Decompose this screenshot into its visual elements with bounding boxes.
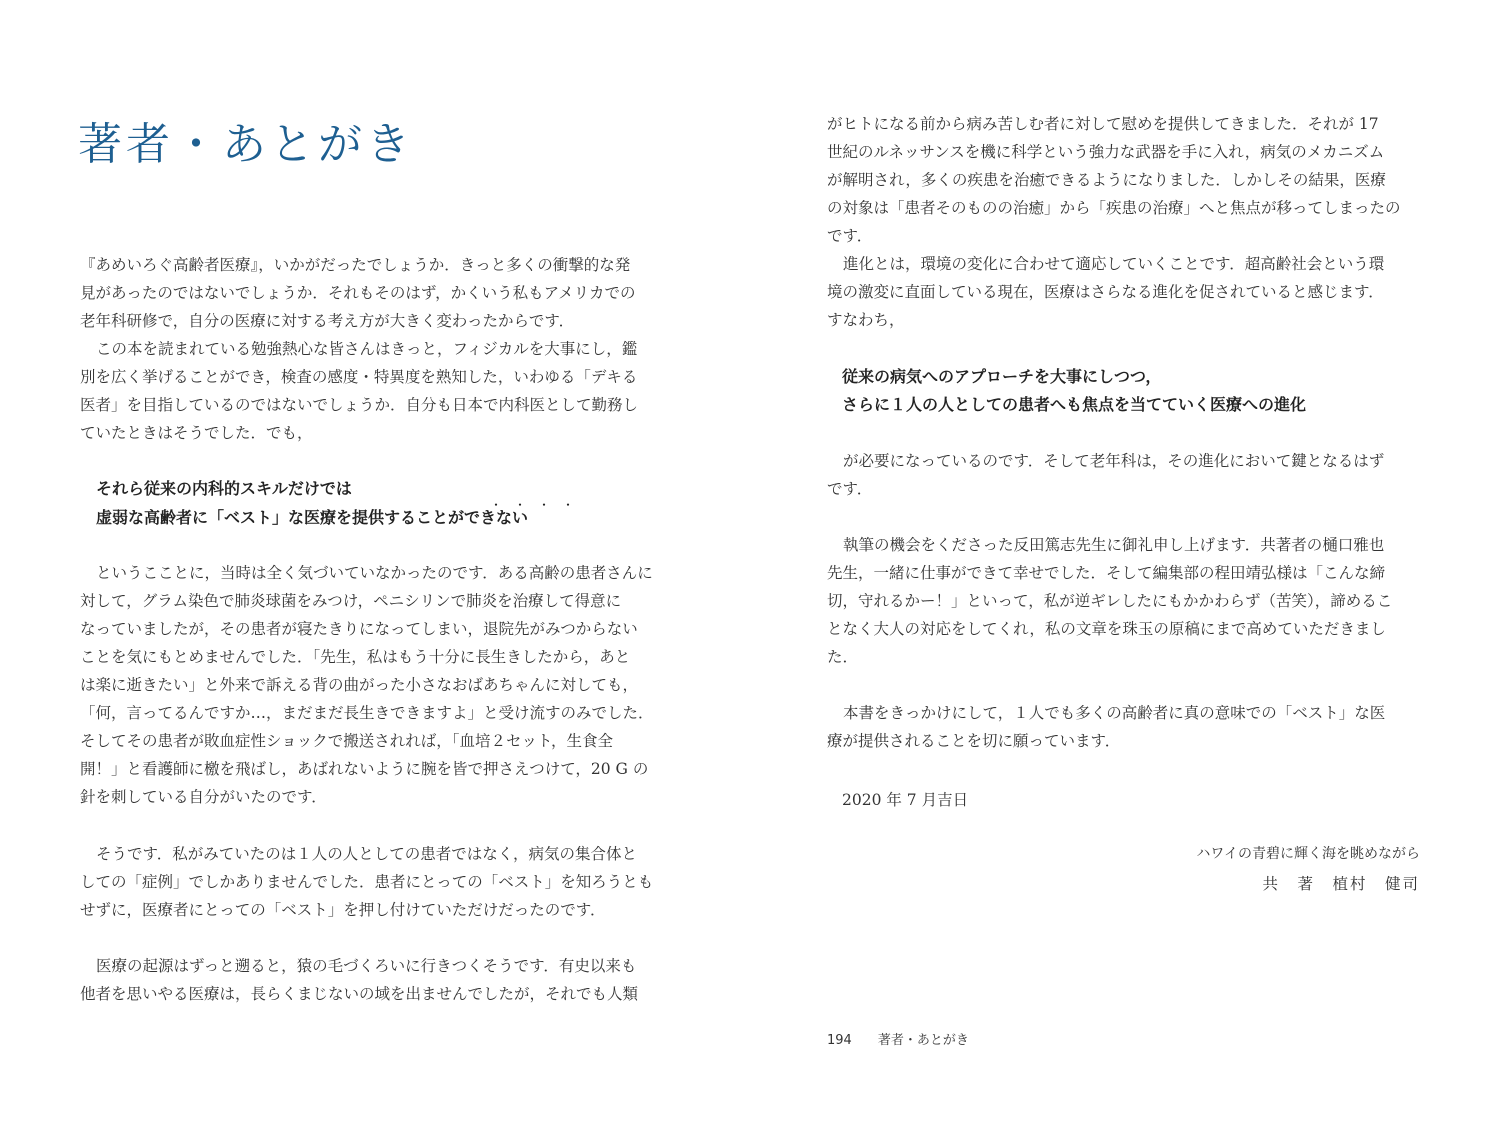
body-line: 世紀のルネッサンスを機に科学という強力な武器を手に入れ，病気のメカニズム <box>827 143 1385 161</box>
body-line: 別を広く挙げることができ，検査の感度・特異度を熟知した，いわゆる「デキる <box>80 368 638 386</box>
body-line: 他者を思いやる医療は，長らくまじないの域を出ませんでしたが，それでも人類 <box>80 985 639 1003</box>
body-line: 針を刺している自分がいたのです． <box>80 788 327 806</box>
page-footer <box>827 1030 969 1052</box>
body-line: しての「症例」でしかありませんでした．患者にとっての「ベスト」を知ろうとも <box>80 873 654 891</box>
body-line: 医者」を目指しているのではないでしょうか．自分も日本で内科医として勤務し <box>80 396 639 414</box>
body-line: 執筆の機会をくださった反田篤志先生に御礼申し上げます．共著者の樋口雅也 <box>843 536 1385 554</box>
body-line: の対象は「患者そのものの治癒」から「疾患の治療」へと焦点が移ってしまったの <box>827 199 1401 217</box>
body-line: 開！」と看護師に檄を飛ばし，あばれないように腕を皆で押さえつけて，20 G の <box>80 760 649 778</box>
body-line: た． <box>827 648 859 666</box>
emphasis-line: 虚弱な高齢者に「ベスト」な医療を提供することができない <box>96 508 529 527</box>
body-line: 境の激変に直面している現在，医療はさらなる進化を促されていると感じます． <box>827 283 1384 301</box>
body-line: ことを気にもとめませんでした．「先生，私はもう十分に長生きしたから，あと <box>80 648 631 666</box>
page-title: 著者・あとがき <box>78 119 414 170</box>
body-line: 『あめいろぐ高齢者医療』，いかがだったでしょうか．きっと多くの衝撃的な発 <box>80 256 631 274</box>
signature-place: ハワイの青碧に輝く海を眺めながら <box>1196 846 1420 862</box>
body-line: 老年科研修で，自分の医療に対する考え方が大きく変わったからです． <box>80 312 575 330</box>
running-title: 著者・あとがき <box>877 1033 969 1048</box>
body-line: この本を読まれている勉強熱心な皆さんはきっと，フィジカルを大事にし，鑑 <box>96 340 638 358</box>
emphasis-line: 従来の病気へのアプローチを大事にしつつ， <box>842 367 1162 386</box>
body-line: です． <box>827 227 873 245</box>
body-line: 進化とは，環境の変化に合わせて適応していくことです．超高齢社会という環 <box>843 255 1385 273</box>
body-line: が必要になっているのです．そして老年科は，その進化において鍵となるはず <box>843 452 1385 470</box>
page-number: 194 <box>827 1033 852 1048</box>
emphasis-dots: ・・・・ <box>490 498 587 512</box>
body-line: そしてその患者が敗血症性ショックで搬送されれば，「血培２セット，生食全 <box>80 732 614 750</box>
body-line: は楽に逝きたい」と外来で訴える背の曲がった小さなおばあちゃんに対しても， <box>80 676 639 694</box>
emphasis-line: それら従来の内科的スキルだけでは <box>96 479 352 498</box>
body-line: ていたときはそうでした．でも， <box>80 424 313 442</box>
body-line: なっていましたが，その患者が寝たきりになってしまい，退院先がみつからない <box>80 620 638 638</box>
body-line: そうです．私がみていたのは１人の人としての患者ではなく，病気の集合体と <box>96 845 637 863</box>
body-line: というこことに，当時は全く気づいていなかったのです．ある高齢の患者さんに <box>96 564 653 582</box>
body-line: 切，守れるかー！」といって，私が逆ギレしたにもかかわらず（苦笑），諦めるこ <box>827 592 1393 610</box>
body-line: となく大人の対応をしてくれ，私の文章を珠玉の原稿にまで高めていただきまし <box>827 620 1386 638</box>
body-line: 療が提供されることを切に願っています． <box>827 732 1121 750</box>
body-line: 医療の起源はずっと遡ると，猿の毛づくろいに行きつくそうです．有史以来も <box>96 957 637 975</box>
body-line: 見があったのではないでしょうか．それもそのはず，かくいう私もアメリカでの <box>80 284 636 302</box>
body-line: せずに，医療者にとっての「ベスト」を押し付けていただけだったのです． <box>80 901 606 919</box>
body-line: がヒトになる前から病み苦しむ者に対して慰めを提供してきました．それが 17 <box>827 115 1379 133</box>
body-line: すなわち， <box>827 311 905 329</box>
body-line: 対して，グラム染色で肺炎球菌をみつけ，ペニシリンで肺炎を治療して得意に <box>80 592 622 610</box>
body-line: が解明され，多くの疾患を治癒できるようになりました．しかしその結果，医療 <box>827 171 1386 189</box>
emphasis-line: さらに１人の人としての患者へも焦点を当てていく医療への進化 <box>842 395 1307 414</box>
body-line: 本書をきっかけにして，１人でも多くの高齢者に真の意味での「ベスト」な医 <box>843 704 1386 722</box>
signature-author: 共 著 植村 健司 <box>1262 875 1420 893</box>
right-page <box>750 0 1500 1125</box>
date-line: 2020 年 7 月吉日 <box>842 791 969 809</box>
body-line: 先生，一緒に仕事ができて幸せでした．そして編集部の程田靖弘様は「こんな締 <box>827 564 1386 582</box>
body-line: です． <box>827 480 873 498</box>
body-line: 「何，言ってるんですか…，まだまだ長生きできますよ」と受け流すのみでした． <box>80 704 654 722</box>
